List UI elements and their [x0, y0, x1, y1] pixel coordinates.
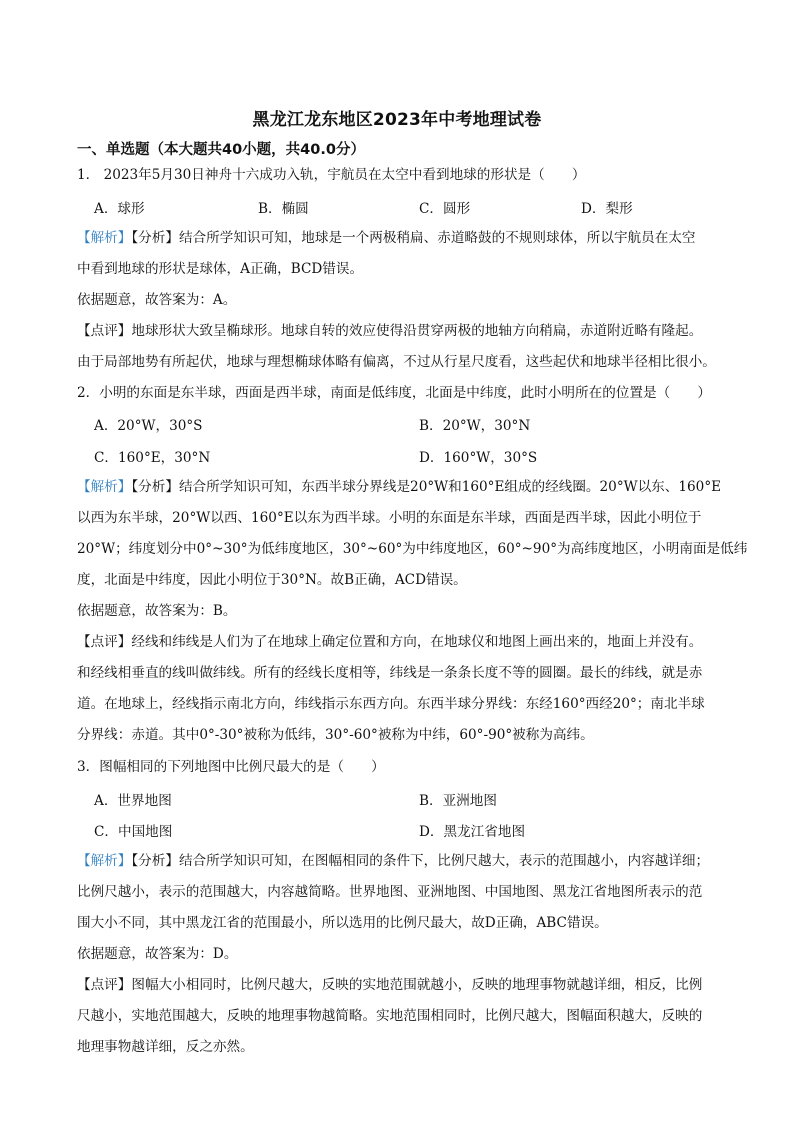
q2-analysis-line-2: 以西为东半球，20°W以西、160°E以东为西半球。小明的东面是东半球，西面是西半球，因此小明位于 [77, 510, 702, 526]
q2-option-c: C．160°E，30°N [94, 450, 211, 466]
q2-comment-line-2: 和经线相垂直的线叫做纬线。所有的经线长度相等，纬线是一条条长度不等的圆圈。最长的纬线，就是赤 [77, 665, 703, 681]
jiexi-tag: 【解析】 [77, 230, 132, 246]
q3-analysis-line-3: 围大小不同，其中黑龙江省的范围最小，所以选用的比例尺最大，故D正确，ABC错误。 [77, 915, 608, 931]
q1-comment-line-1: 【点评】地球形状大致呈椭球形。地球自转的效应使得沿贯穿两极的地轴方向稍扁，赤道附近略有隆起。 [77, 323, 703, 339]
q2-comment-line-3: 道。在地球上，经线指示南北方向，纬线指示东西方向。东西半球分界线：东经160°西经20°；南北半球 [77, 696, 705, 712]
q3-analysis-line-2: 比例尺越小，表示的范围越大，内容越简略。世界地图、亚洲地图、中国地图、黑龙江省地图所表示的范 [77, 884, 703, 900]
q2-answer: 依据题意，故答案为：B。 [77, 603, 237, 619]
q2-comment-line-1: 【点评】经线和纬线是人们为了在地球上确定位置和方向，在地球仪和地图上画出来的，地面上并没有。 [77, 634, 703, 650]
q3-analysis-line-1: 【解析】【分析】结合所学知识可知，在图幅相同的条件下，比例尺越大，表示的范围越小，内容越详细； [77, 853, 710, 869]
q2-option-b: B．20°W，30°N [419, 418, 531, 434]
q3-option-d: D．黑龙江省地图 [419, 824, 526, 840]
q2-analysis-line-4: 度，北面是中纬度，因此小明位于30°N。故B正确，ACD错误。 [77, 572, 467, 588]
q3-comment-line-3: 地理事物越详细，反之亦然。 [77, 1039, 254, 1055]
q1-option-b: B．椭圆 [258, 201, 309, 217]
q1-option-a: A．球形 [94, 201, 145, 217]
q3-option-a: A．世界地图 [94, 793, 172, 809]
q1-comment-line-2: 由于局部地势有所起伏，地球与理想椭球体略有偏离，不过从行星尺度看，这些起伏和地球半径相比很小。 [77, 354, 716, 370]
q3-option-c: C．中国地图 [94, 824, 173, 840]
q1-analysis-line-1: 【解析】【分析】结合所学知识可知，地球是一个两极稍扁、赤道略鼓的不规则球体，所以宇航员在太空 [77, 230, 696, 246]
q1-option-d: D．梨形 [581, 201, 633, 217]
q1-option-c: C．圆形 [419, 201, 471, 217]
q2-comment-line-4: 分界线：赤道。其中0°-30°被称为低纬，30°-60°被称为中纬，60°-90°被称为高纬。 [77, 727, 594, 743]
jiexi-tag: 【解析】 [77, 853, 132, 869]
page-title: 黑龙江龙东地区2023年中考地理试卷 [252, 110, 542, 130]
q2-option-d: D．160°W，30°S [419, 450, 538, 466]
section-heading: 一、单选题（本大题共40小题，共40.0分） [77, 142, 365, 158]
q1-answer: 依据题意，故答案为：A。 [77, 292, 237, 308]
q1-analysis-line-2: 中看到地球的形状是球体，A正确，BCD错误。 [77, 261, 364, 277]
q2-analysis-line-3: 20°W；纬度划分中0°~30°为低纬度地区，30°~60°为中纬度地区，60°~90°为高纬度地区，小明南面是低纬 [77, 541, 748, 557]
q3-answer: 依据题意，故答案为：D。 [77, 946, 238, 962]
jiexi-tag: 【解析】 [77, 479, 132, 495]
q2-analysis-line-1: 【解析】【分析】结合所学知识可知，东西半球分界线是20°W和160°E组成的经线圈。20°W以东、160°E [77, 479, 722, 495]
question-2-stem: 2．小明的东面是东半球，西面是西半球，南面是低纬度，北面是中纬度，此时小明所在的位置是（ ） [77, 385, 711, 401]
q3-option-b: B．亚洲地图 [419, 793, 497, 809]
question-1-stem: 1． 2023年5月30日神舟十六成功入轨，宇航员在太空中看到地球的形状是（ ） [77, 167, 586, 183]
q2-option-a: A．20°W，30°S [94, 418, 203, 434]
q3-comment-line-1: 【点评】图幅大小相同时，比例尺越大，反映的实地范围就越小，反映的地理事物就越详细，相反，比例 [77, 977, 703, 993]
question-3-stem: 3．图幅相同的下列地图中比例尺最大的是（ ） [77, 759, 385, 775]
q3-comment-line-2: 尺越小，实地范围越大，反映的地理事物越简略。实地范围相同时，比例尺越大，图幅面积越大，反映的 [77, 1008, 703, 1024]
